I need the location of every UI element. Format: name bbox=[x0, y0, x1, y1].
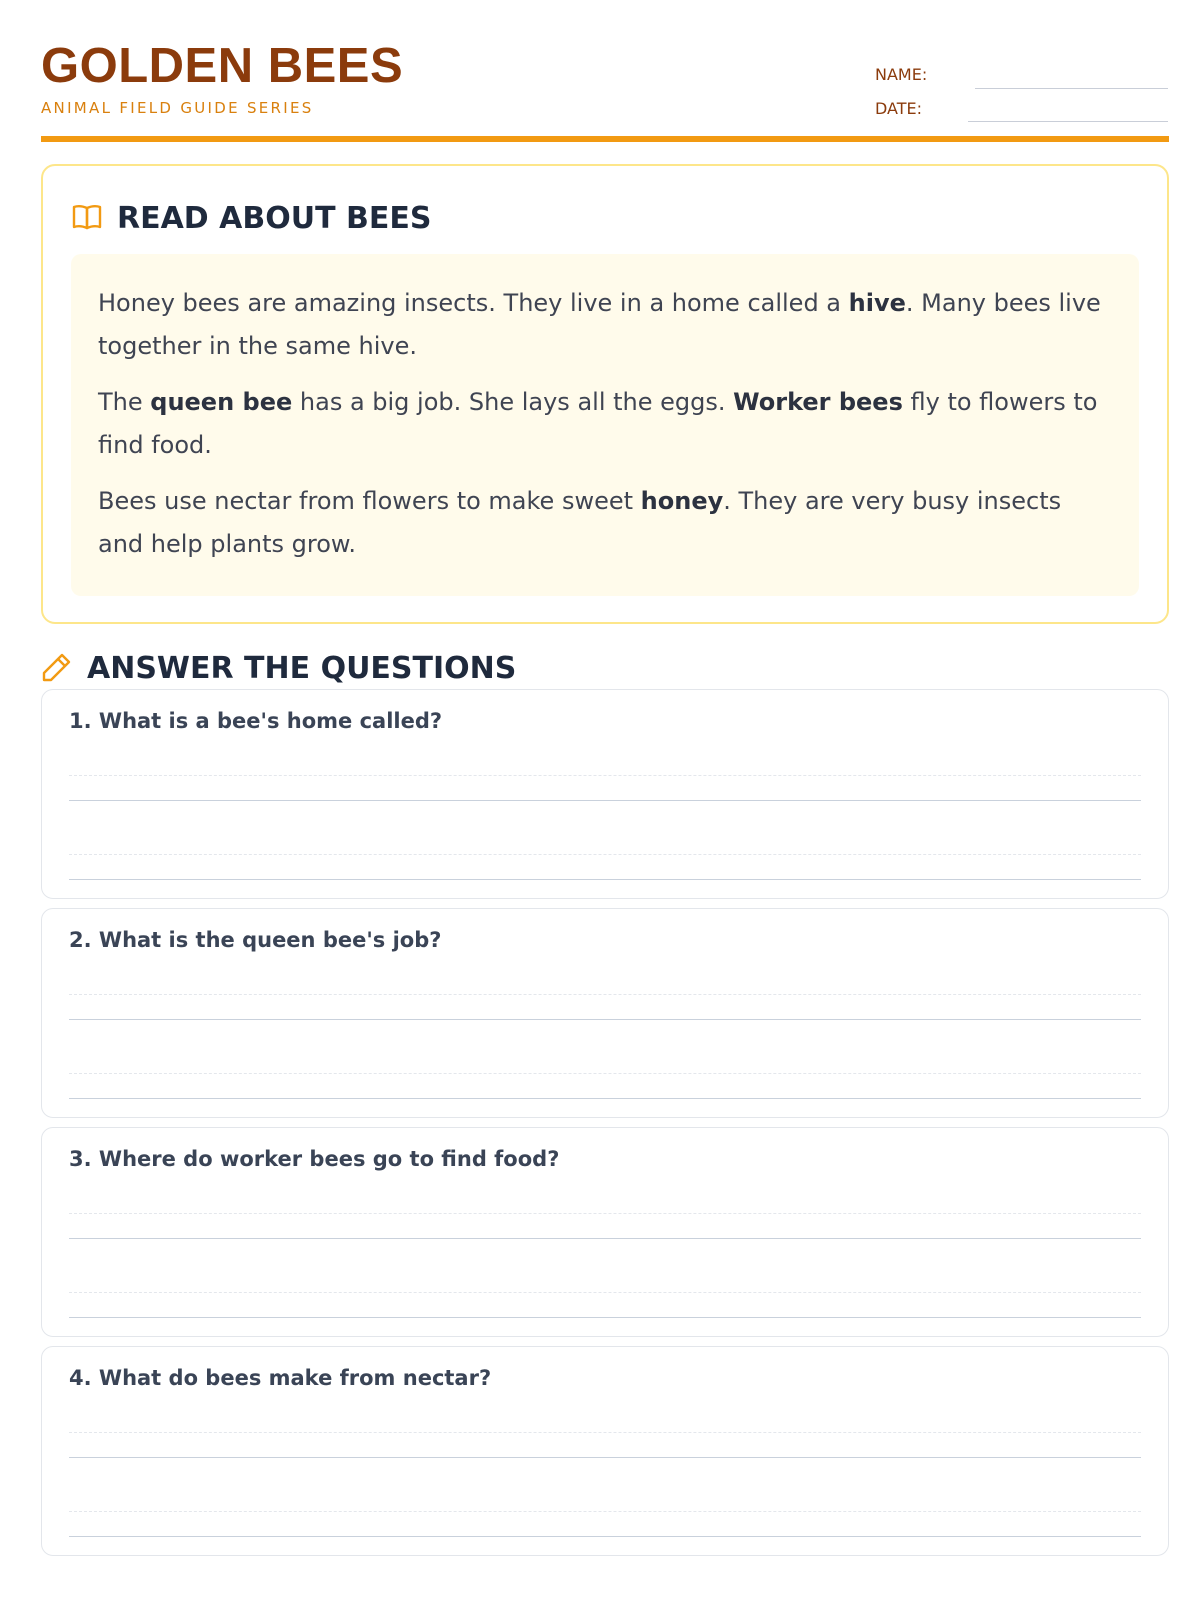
answer-guide-line bbox=[69, 1511, 1141, 1512]
passage-paragraph: Bees use nectar from flowers to make sweet honey. They are very busy insects and help plants grow. bbox=[98, 487, 1062, 558]
date-label: DATE: bbox=[875, 99, 923, 118]
pencil-icon bbox=[41, 651, 73, 687]
question-card bbox=[41, 908, 1169, 1118]
answer-line[interactable] bbox=[69, 879, 1141, 880]
open-book-icon bbox=[71, 202, 103, 236]
question-text: 3. Where do worker bees go to find food? bbox=[69, 1147, 560, 1171]
answer-line[interactable] bbox=[69, 1098, 1141, 1099]
key-term: Worker bees bbox=[733, 388, 903, 416]
answer-line[interactable] bbox=[69, 1019, 1141, 1020]
answer-guide-line bbox=[69, 994, 1141, 995]
passage-paragraph: Honey bees are amazing insects. They live in a home called a hive. Many bees live together in the same hive. bbox=[98, 289, 1101, 360]
answer-guide-line bbox=[69, 1213, 1141, 1214]
answer-line[interactable] bbox=[69, 1536, 1141, 1537]
worksheet-page bbox=[41, 0, 1169, 1600]
question-card bbox=[41, 1346, 1169, 1556]
question-text: 2. What is the queen bee's job? bbox=[69, 928, 442, 952]
questions-heading: ANSWER THE QUESTIONS bbox=[87, 651, 517, 686]
name-write-line[interactable] bbox=[975, 88, 1168, 89]
date-write-line[interactable] bbox=[968, 121, 1168, 122]
reading-heading: READ ABOUT BEES bbox=[117, 201, 432, 236]
answer-line[interactable] bbox=[69, 1238, 1141, 1239]
name-label: NAME: bbox=[875, 65, 928, 84]
reading-passage bbox=[71, 254, 1139, 596]
answer-guide-line bbox=[69, 1073, 1141, 1074]
passage-paragraph: The queen bee has a big job. She lays all the eggs. Worker bees fly to flowers to find food. bbox=[98, 388, 1098, 459]
question-card bbox=[41, 1127, 1169, 1337]
key-term: queen bee bbox=[150, 388, 293, 416]
answer-guide-line bbox=[69, 1432, 1141, 1433]
worksheet-title: GOLDEN BEES bbox=[41, 39, 404, 93]
question-card bbox=[41, 689, 1169, 899]
answer-line[interactable] bbox=[69, 1317, 1141, 1318]
reading-heading-row bbox=[71, 202, 431, 236]
header-divider bbox=[41, 136, 1169, 142]
key-term: honey bbox=[640, 487, 724, 515]
answer-line[interactable] bbox=[69, 1457, 1141, 1458]
key-term: hive bbox=[848, 289, 906, 317]
answer-guide-line bbox=[69, 854, 1141, 855]
questions-heading-row bbox=[41, 651, 516, 687]
answer-guide-line bbox=[69, 1292, 1141, 1293]
answer-line[interactable] bbox=[69, 800, 1141, 801]
reading-card bbox=[41, 164, 1169, 624]
worksheet-header bbox=[41, 0, 1169, 143]
answer-guide-line bbox=[69, 775, 1141, 776]
worksheet-subtitle: ANIMAL FIELD GUIDE SERIES bbox=[41, 99, 314, 117]
question-text: 4. What do bees make from nectar? bbox=[69, 1366, 492, 1390]
question-text: 1. What is a bee's home called? bbox=[69, 709, 443, 733]
